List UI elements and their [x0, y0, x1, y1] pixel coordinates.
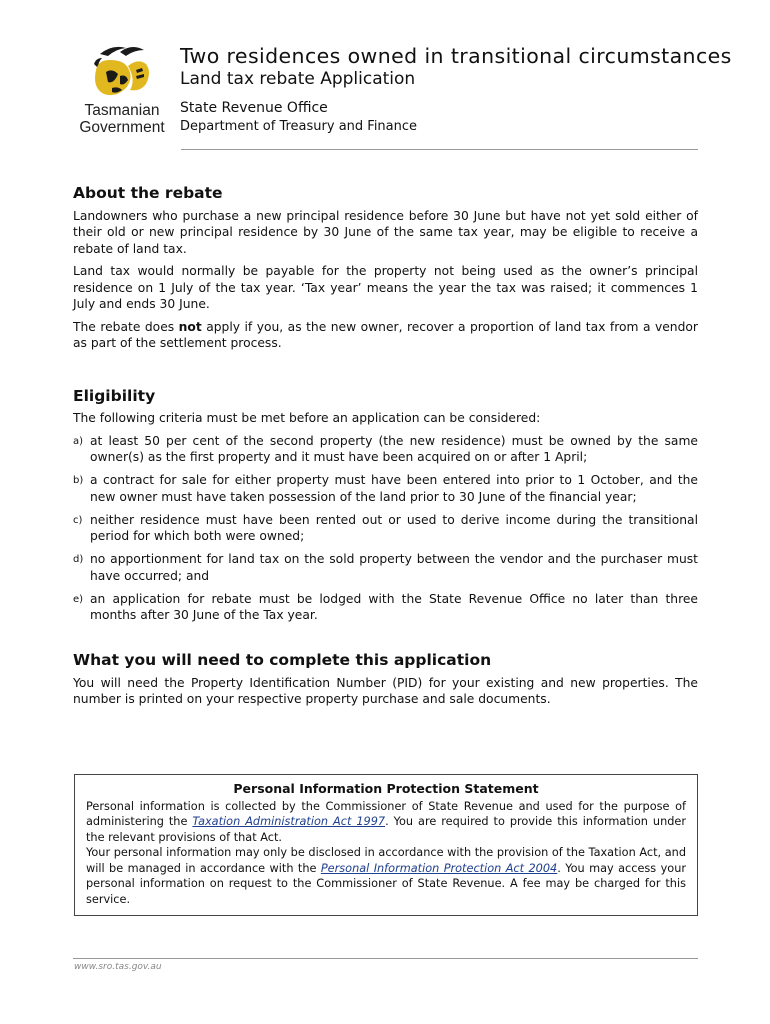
- criteria-item: a) at least 50 per cent of the second property (the new residence) must be owned by the same owner(s) as the first property and it must have been acquired on or after 1 April;: [73, 433, 698, 464]
- document-subtitle: Land tax rebate Application: [180, 69, 416, 89]
- header-titles: [180, 44, 732, 134]
- document-title: Two residences owned in transitional circumstances: [180, 44, 732, 68]
- about-paragraph-1: Landowners who purchase a new principal residence before 30 June but have not yet sold either of their old or new principal residence by 30 June of the same tax year, may be eligible to receive a rebate of land tax.: [73, 208, 698, 256]
- footer-divider: [73, 958, 698, 959]
- criteria-item: e) an application for rebate must be lodged with the State Revenue Office no later than three months after 30 June of the Tax year.: [73, 591, 698, 622]
- department-name: Department of Treasury and Finance: [180, 119, 418, 134]
- pip-act-link[interactable]: Personal Information Protection Act 2004: [320, 861, 558, 875]
- eligibility-intro: The following criteria must be met before an application can be considered:: [73, 411, 541, 425]
- criteria-item: b) a contract for sale for either property must have been entered into prior to 1 October, and the new owner must have taken possession of the land prior to 30 June of the financial year;: [73, 473, 698, 504]
- needs-paragraph: You will need the Property Identification Number (PID) for your existing and new properties. The number is printed on your respective property purchase and sale documents.: [73, 675, 698, 706]
- about-paragraph-2: Land tax would normally be payable for the property not being used as the owner’s principal residence on 1 July of the tax year. ‘Tax year’ means the year the tax was raised; it commences 1 July and ends 30 June.: [73, 264, 698, 311]
- taxation-act-link[interactable]: Taxation Administration Act 1997: [192, 815, 386, 828]
- footer-url[interactable]: www.sro.tas.gov.au: [74, 962, 162, 972]
- privacy-statement-box: [74, 774, 698, 916]
- about-heading: About the rebate: [73, 184, 223, 202]
- about-paragraph-3: The rebate does not apply if you, as the new owner, recover a proportion of land tax from a vendor as part of the settlement process.: [73, 319, 698, 350]
- logo-text-line2: Government: [79, 119, 165, 136]
- eligibility-heading: Eligibility: [73, 386, 156, 405]
- logo-text-line1: Tasmanian: [84, 102, 160, 119]
- thylacine-emblem-icon: [86, 44, 158, 102]
- main-content: [73, 185, 698, 714]
- needs-heading: What you will need to complete this application: [73, 651, 492, 669]
- eligibility-criteria-list: [73, 433, 698, 624]
- criteria-item: d) no apportionment for land tax on the sold property between the vendor and the purchaser must have occurred; and: [73, 552, 698, 583]
- document-header: [72, 40, 732, 150]
- header-divider: [181, 149, 698, 150]
- privacy-paragraph-2: Your personal information may only be disclosed in accordance with the provision of the Taxation Act, and will be managed in accordance with the Personal Information Protection Act 2004. You may access your personal information on request to the Commissioner of State Revenue. A fee may be charged for this service.: [86, 846, 687, 906]
- privacy-paragraph-1: Personal information is collected by the Commissioner of State Revenue and used for the purpose of administering the Taxation Administration Act 1997. You are required to provide this information under the relevant provisions of that Act.: [86, 799, 686, 844]
- office-name: State Revenue Office: [180, 100, 328, 116]
- privacy-heading: Personal Information Protection Statement: [233, 781, 539, 796]
- criteria-item: c) neither residence must have been rented out or used to derive income during the transitional period for which both were owned;: [73, 512, 698, 543]
- emphasis-not: not: [178, 319, 202, 334]
- tasmanian-government-logo: [72, 44, 172, 134]
